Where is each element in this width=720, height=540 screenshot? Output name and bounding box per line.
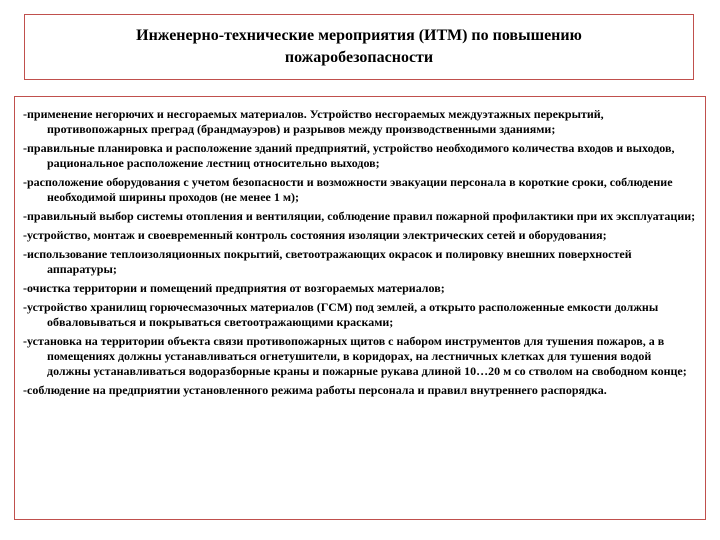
- list-item: -соблюдение на предприятии установленного режима работы персонала и правил внутреннего распорядка.: [23, 383, 607, 397]
- measures-list: [14, 96, 706, 520]
- list-item: -правильный выбор системы отопления и вентиляции, соблюдение правил пожарной профилактики при их эксплуатации;: [23, 209, 696, 223]
- list-item: -использование теплоизоляционных покрытий, светоотражающих окрасок и полировку внешних поверхностей аппаратуры;: [23, 247, 632, 276]
- list-item: -правильные планировка и расположение зданий предприятий, устройство необходимого количества входов и выходов, рациональное расположение лестниц относительно выходов;: [23, 141, 675, 170]
- title-line-2: пожаробезопасности: [284, 49, 434, 66]
- title-line-1: Инженерно-технические мероприятия (ИТМ) по повышению: [136, 27, 582, 44]
- title-box: [24, 14, 694, 80]
- list-item: -применение негорючих и несгораемых материалов. Устройство несгораемых междуэтажных перекрытий, противопожарных преград (брандмауэров) и разрывов между производственными зданиями;: [23, 107, 604, 136]
- list-item: -установка на территории объекта связи противопожарных щитов с набором инструментов для тушения пожаров, а в помещениях должны устанавливаться огнетушители, в коридорах, на лестничных клетках для тушения водой должны устанавливаться водоразборные краны и пожарные рукава длиной 10…20 м со стволом на свободном конце;: [23, 334, 687, 378]
- list-item: -расположение оборудования с учетом безопасности и возможности эвакуации персонала в короткие сроки, соблюдение необходимой ширины проходов (не менее 1 м);: [23, 175, 673, 204]
- list-item: -очистка территории и помещений предприятия от возгораемых материалов;: [23, 281, 445, 295]
- list-item: -устройство хранилищ горючесмазочных материалов (ГСМ) под землей, а открыто расположенные емкости должны обваловываться и покрываться светоотражающими красками;: [23, 300, 659, 329]
- list-item: -устройство, монтаж и своевременный контроль состояния изоляции электрических сетей и оборудования;: [23, 228, 607, 242]
